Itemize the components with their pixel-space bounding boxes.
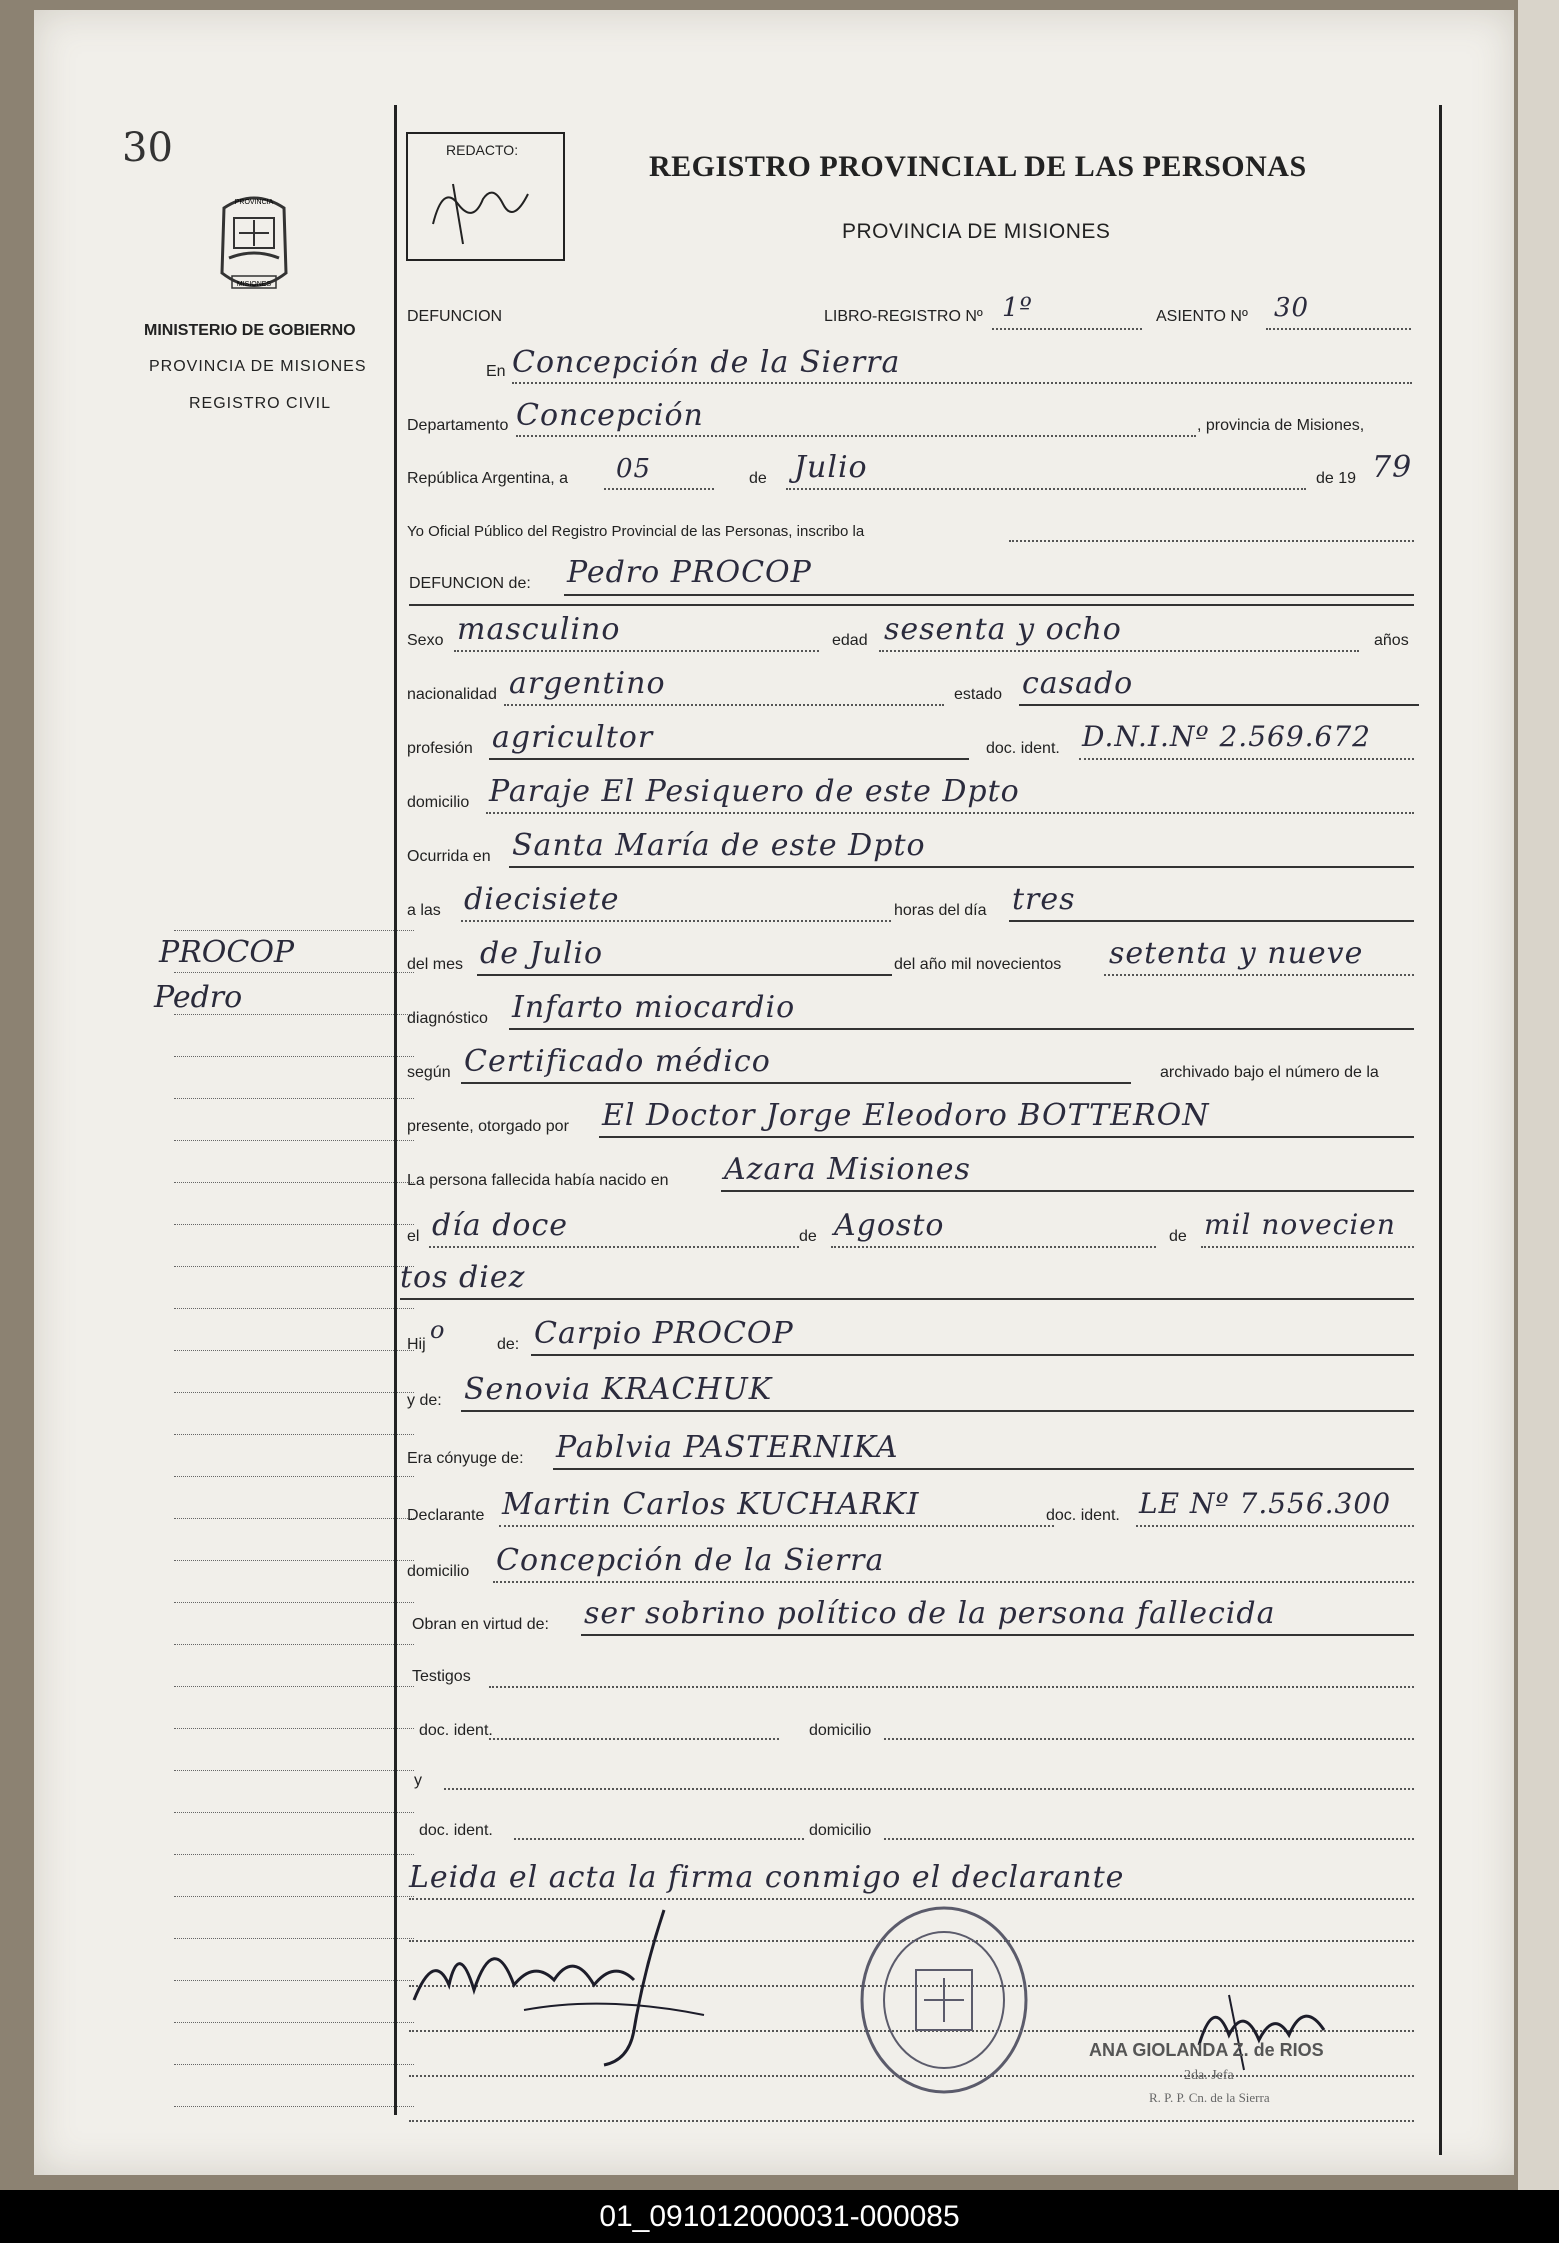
- hijo-label: Hij: [407, 1336, 426, 1353]
- y-label: y: [414, 1772, 422, 1789]
- anio-mil-value: setenta y nueve: [1109, 936, 1364, 971]
- diagnostico-label: diagnóstico: [407, 1010, 488, 1027]
- delmes-value: de Julio: [480, 936, 604, 971]
- segun-value: Certificado médico: [464, 1044, 771, 1079]
- estado-label: estado: [954, 686, 1003, 703]
- page-number: 30: [122, 125, 173, 171]
- el-label: el: [407, 1228, 420, 1245]
- edad-value: sesenta y ocho: [884, 612, 1122, 647]
- de3-label: de: [1169, 1228, 1187, 1245]
- domicilio2-label: domicilio: [407, 1563, 470, 1580]
- en-value: Concepción de la Sierra: [512, 345, 901, 380]
- yde-value: Senovia KRACHUK: [464, 1372, 773, 1407]
- official-name: ANA GIOLANDA Z. de RIOS: [1089, 2040, 1324, 2060]
- leida-statement: Leida el acta la firma conmigo el declarante: [409, 1860, 1125, 1895]
- document-page: [34, 10, 1514, 2175]
- dia-value: 05: [616, 454, 652, 484]
- nacionalidad-label: nacionalidad: [407, 686, 497, 703]
- nacimiento-continuation: tos diez: [400, 1260, 526, 1295]
- de2-label: de: [799, 1228, 817, 1245]
- yde-label: y de:: [407, 1392, 442, 1409]
- provincial-emblem-icon: [204, 188, 304, 313]
- de-label: de: [749, 470, 767, 487]
- de3-value: mil novecien: [1204, 1208, 1396, 1241]
- docident-value: D.N.I.Nº 2.569.672: [1082, 720, 1371, 753]
- asiento-label: ASIENTO Nº: [1156, 308, 1248, 325]
- docident2-value: LE Nº 7.556.300: [1139, 1487, 1392, 1520]
- domicilio-value: Paraje El Pesiquero de este Dpto: [489, 774, 1020, 809]
- margin-note-name: Pedro: [154, 980, 243, 1015]
- declarante-value: Martin Carlos KUCHARKI: [502, 1487, 920, 1522]
- redacto-signature-icon: [423, 164, 548, 249]
- emblem-bottom-text: MISIONES: [236, 281, 272, 288]
- oficial-text: Yo Oficial Público del Registro Provincial de las Personas, inscribo la: [407, 523, 865, 540]
- right-column-rule: [1439, 105, 1442, 2155]
- hijo-suffix: o: [430, 1316, 446, 1344]
- province-name: PROVINCIA DE MISIONES: [149, 358, 367, 375]
- domicilio-label: domicilio: [407, 794, 470, 811]
- next-page-edge: [1518, 0, 1559, 2190]
- official-stamp-icon: [854, 1900, 1034, 2100]
- ocurrida-label: Ocurrida en: [407, 848, 491, 865]
- profesion-value: agricultor: [492, 720, 654, 755]
- ocurrida-value: Santa María de este Dpto: [512, 828, 926, 863]
- testigos-label: Testigos: [412, 1668, 471, 1685]
- nacionalidad-value: argentino: [509, 666, 666, 701]
- mes-value: Julio: [794, 450, 868, 485]
- republica-label: República Argentina, a: [407, 470, 568, 487]
- conyuge-label: Era cónyuge de:: [407, 1450, 524, 1467]
- domicilio2-value: Concepción de la Sierra: [496, 1543, 885, 1578]
- hijo-de-value: Carpio PROCOP: [534, 1316, 794, 1351]
- declarante-signature-icon: [404, 1890, 764, 2070]
- official-role: 2da. Jefa: [1184, 2068, 1234, 2083]
- obran-label: Obran en virtud de:: [412, 1616, 549, 1633]
- departamento-label: Departamento: [407, 417, 509, 434]
- docident3-label: doc. ident.: [419, 1722, 493, 1739]
- libro-label: LIBRO-REGISTRO Nº: [824, 308, 983, 325]
- docident4-label: doc. ident.: [419, 1822, 493, 1839]
- official-office: R. P. P. Cn. de la Sierra: [1149, 2090, 1270, 2105]
- defuncion-de-label: DEFUNCION de:: [409, 575, 531, 592]
- redacto-box: [406, 132, 565, 261]
- hijo-de-label: de:: [497, 1336, 520, 1353]
- segun-label: según: [407, 1064, 451, 1081]
- official-signature-icon: [1189, 1985, 1349, 2075]
- emblem-top-text: PROVINCIA: [234, 199, 274, 206]
- departamento-value: Concepción: [516, 398, 704, 433]
- registry-subtitle: PROVINCIA DE MISIONES: [842, 220, 1111, 243]
- anio-value: 79: [1372, 450, 1413, 485]
- left-column-rule: [394, 105, 397, 2115]
- delmes-label: del mes: [407, 956, 464, 973]
- alas-value: diecisiete: [464, 882, 620, 917]
- horas-value: tres: [1012, 882, 1076, 917]
- sexo-label: Sexo: [407, 632, 444, 649]
- domicilio4-label: domicilio: [809, 1822, 872, 1839]
- libro-value: 1º: [1002, 293, 1033, 323]
- nacido-label: La persona fallecida había nacido en: [407, 1172, 669, 1189]
- presente-label: presente, otorgado por: [407, 1118, 569, 1135]
- estado-value: casado: [1022, 666, 1134, 701]
- horas-label: horas del día: [894, 902, 987, 919]
- alas-label: a las: [407, 902, 441, 919]
- en-label: En: [486, 363, 506, 380]
- civil-registry-name: REGISTRO CIVIL: [189, 395, 332, 412]
- defuncion-header-label: DEFUNCION: [407, 308, 503, 325]
- docident-label: doc. ident.: [986, 740, 1060, 757]
- domicilio3-label: domicilio: [809, 1722, 872, 1739]
- image-id-footer: 01_091012000031-000085: [0, 2190, 1559, 2243]
- el-value: día doce: [432, 1208, 569, 1243]
- defuncion-de-value: Pedro PROCOP: [567, 555, 812, 590]
- edad-label: edad: [832, 632, 868, 649]
- margin-note-surname: PROCOP: [159, 935, 295, 970]
- registry-title: REGISTRO PROVINCIAL DE LAS PERSONAS: [649, 150, 1307, 183]
- diagnostico-value: Infarto miocardio: [512, 990, 796, 1025]
- obran-value: ser sobrino político de la persona fallecida: [584, 1596, 1276, 1631]
- provincia-label: , provincia de Misiones,: [1197, 417, 1365, 434]
- de2-value: Agosto: [834, 1208, 945, 1243]
- anios-label: años: [1374, 632, 1409, 649]
- anio-mil-label: del año mil novecientos: [894, 956, 1062, 973]
- nacido-value: Azara Misiones: [724, 1152, 971, 1187]
- sexo-value: masculino: [457, 612, 621, 647]
- docident2-label: doc. ident.: [1046, 1507, 1120, 1524]
- de19-label: de 19: [1316, 470, 1357, 487]
- asiento-value: 30: [1274, 293, 1310, 323]
- archivado-label: archivado bajo el número de la: [1160, 1064, 1379, 1081]
- conyuge-value: Pablvia PASTERNIKA: [556, 1430, 899, 1465]
- profesion-label: profesión: [407, 740, 473, 757]
- redacto-label: REDACTO:: [446, 142, 519, 158]
- declarante-label: Declarante: [407, 1507, 485, 1524]
- ministry-name: MINISTERIO DE GOBIERNO: [144, 322, 356, 339]
- presente-value: El Doctor Jorge Eleodoro BOTTERON: [602, 1098, 1210, 1133]
